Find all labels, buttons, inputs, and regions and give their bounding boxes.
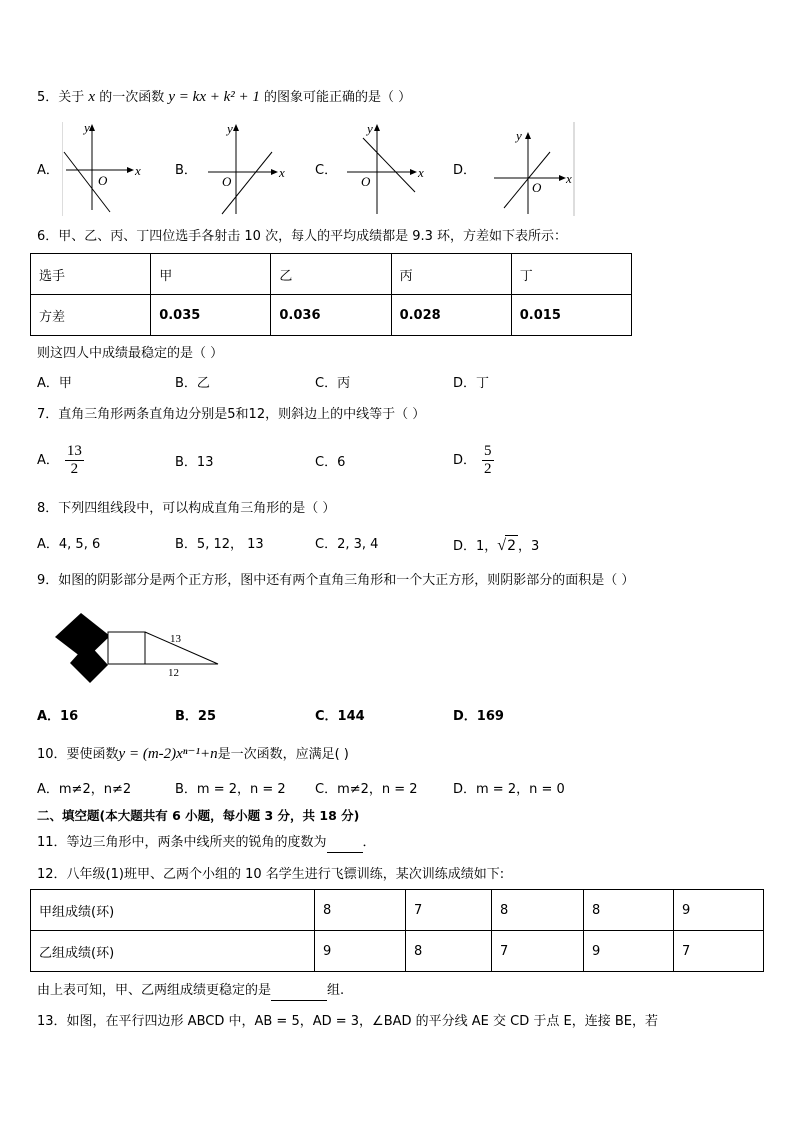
q7-option-a: A． $\frac{13}{2}$ xyxy=(37,443,82,477)
q6-question: 则这四人中成绩最稳定的是（ ） xyxy=(37,346,224,361)
q9-option-a: A．16 xyxy=(37,709,79,724)
right-triangle xyxy=(145,632,218,664)
q6-stem: 6．甲、乙、丙、丁四位选手各射击 10 次，每人的平均成绩都是 9.3 环，方差如下表所示： xyxy=(37,229,568,244)
q7-options xyxy=(37,443,737,483)
q6-options xyxy=(37,374,737,394)
q8-option-a: A．4, 5, 6 xyxy=(37,537,101,552)
table-cell: 0.036 xyxy=(271,295,391,336)
table-cell: 选手 xyxy=(31,254,151,295)
q7-option-b: B．13 xyxy=(175,455,214,470)
q7-option-c: C．6 xyxy=(315,455,346,470)
table-cell: 0.028 xyxy=(391,295,511,336)
graph-b-y-label: y xyxy=(227,122,233,136)
q5-formula: y = kx + k² + 1 xyxy=(168,89,260,105)
q10-stem: 10．要使函数y = (m-2)xⁿ⁻¹+n是一次函数，应满足( ) xyxy=(37,746,349,762)
q8-option-c: C．2, 3, 4 xyxy=(315,537,379,552)
q8-option-d: D．1，√2 ，3 xyxy=(453,537,540,554)
q10-formula: y = (m-2)xⁿ⁻¹+n xyxy=(118,746,218,762)
q6-option-b: B．乙 xyxy=(175,376,210,391)
q12-stem: 12．八年级(1)班甲、乙两个小组的 10 名学生进行飞镖训练，某次训练成绩如下: xyxy=(37,867,505,882)
q8-stem: 8．下列四组线段中，可以构成直角三角形的是（ ） xyxy=(37,501,336,516)
table-cell: 乙组成绩(环) xyxy=(31,931,315,972)
table-cell: 9 xyxy=(674,890,764,931)
base-label: 12 xyxy=(168,667,179,679)
q6-variance-table xyxy=(30,253,632,336)
graph-c-origin: O xyxy=(361,174,371,189)
q10-options xyxy=(37,780,737,800)
q8-radicand: 2 xyxy=(505,535,518,556)
q10-option-b: B．m = 2，n = 2 xyxy=(175,782,286,797)
q10-option-d: D．m = 2，n = 0 xyxy=(453,782,565,797)
q11-stem: 11．等边三角形中，两条中线所夹的锐角的度数为 ． xyxy=(37,834,376,853)
q6-option-c: C．丙 xyxy=(315,376,351,391)
table-cell: 方差 xyxy=(31,295,151,336)
q5-graph-a xyxy=(62,122,148,216)
q13-stem: 13．如图，在平行四边形 ABCD 中，AB = 5，AD = 3，∠BAD 的平分线 AE 交 CD 于点 E，连接 BE，若 xyxy=(37,1014,658,1029)
table-cell: 8 xyxy=(584,890,674,931)
table-cell: 丙 xyxy=(391,254,511,295)
q9-option-c: C．144 xyxy=(315,709,365,724)
q5-stem: 5．关于 x 的一次函数 y = kx + k² + 1 的图象可能正确的是（ ） xyxy=(37,89,412,105)
q12-score-table xyxy=(30,889,764,972)
table-row xyxy=(31,931,764,972)
graph-d-origin: O xyxy=(532,180,542,195)
table-cell: 丁 xyxy=(511,254,631,295)
table-cell: 7 xyxy=(406,890,492,931)
q9-option-d: D．169 xyxy=(453,709,504,724)
hypotenuse-label: 13 xyxy=(170,633,181,645)
table-cell: 7 xyxy=(492,931,584,972)
table-cell: 8 xyxy=(406,931,492,972)
graph-a-y-label: y xyxy=(84,122,90,135)
q10-option-a: A．m≠2，n≠2 xyxy=(37,782,132,797)
q8-options xyxy=(37,535,737,555)
q7-option-d: D． $\frac{5}{2}$ xyxy=(453,443,492,477)
q12-follow-up: 由上表可知，甲、乙两组成绩更稳定的是 组. xyxy=(37,982,344,1001)
q6-option-a: A．甲 xyxy=(37,376,72,391)
graph-c-y-label: y xyxy=(367,122,373,136)
table-cell: 0.035 xyxy=(151,295,271,336)
q7-stem: 7．直角三角形两条直角边分别是5和12，则斜边上的中线等于（ ） xyxy=(37,407,426,422)
q5-graph-d xyxy=(492,122,576,216)
table-cell: 0.015 xyxy=(511,295,631,336)
q5-var-x: x xyxy=(88,89,96,105)
graph-d-y-label: y xyxy=(516,128,522,143)
sqrt-sign: √ xyxy=(497,537,507,554)
q6-option-d: D．丁 xyxy=(453,376,490,391)
q9-option-b: B．25 xyxy=(175,709,216,724)
graph-b-origin: O xyxy=(222,174,232,189)
graph-a-x-label: x xyxy=(135,163,141,178)
table-cell: 乙 xyxy=(271,254,391,295)
q5-option-a-label: A． xyxy=(37,163,59,178)
q9-figure xyxy=(50,608,222,688)
q9-options xyxy=(37,707,737,727)
q7-fraction-d: $\frac{5}{2}$ xyxy=(484,443,492,477)
graph-d-x-label: x xyxy=(566,171,572,186)
table-cell: 8 xyxy=(315,890,406,931)
graph-a-origin: O xyxy=(98,173,108,188)
table-cell: 7 xyxy=(674,931,764,972)
graph-c-x-label: x xyxy=(418,165,424,180)
table-cell: 甲 xyxy=(151,254,271,295)
q8-option-b: B．5, 12， 13 xyxy=(175,537,264,552)
table-row xyxy=(31,890,764,931)
table-cell: 8 xyxy=(492,890,584,931)
q5-option-c-label: C． xyxy=(315,163,338,178)
q12-answer-blank xyxy=(271,982,327,1001)
section-heading: 二、填空题(本大题共有 6 小题，每小题 3 分，共 18 分) xyxy=(37,808,360,823)
q5-option-b-label: B． xyxy=(175,163,197,178)
table-row xyxy=(31,254,632,295)
graph-b-x-label: x xyxy=(279,165,285,180)
q10-option-c: C．m≠2，n = 2 xyxy=(315,782,418,797)
q11-answer-blank xyxy=(327,834,363,853)
q7-fraction-a: $\frac{13}{2}$ xyxy=(66,443,82,477)
table-cell: 9 xyxy=(315,931,406,972)
table-row xyxy=(31,295,632,336)
q5-option-d-label: D． xyxy=(453,163,477,178)
q5-graph-b xyxy=(202,122,292,216)
table-cell: 甲组成绩(环) xyxy=(31,890,315,931)
table-cell: 9 xyxy=(584,931,674,972)
q5-graph-c xyxy=(343,122,433,216)
q9-stem: 9．如图的阴影部分是两个正方形，图中还有两个直角三角形和一个大正方形，则阴影部分的面积是（ ） xyxy=(37,573,635,588)
large-square xyxy=(108,632,145,664)
